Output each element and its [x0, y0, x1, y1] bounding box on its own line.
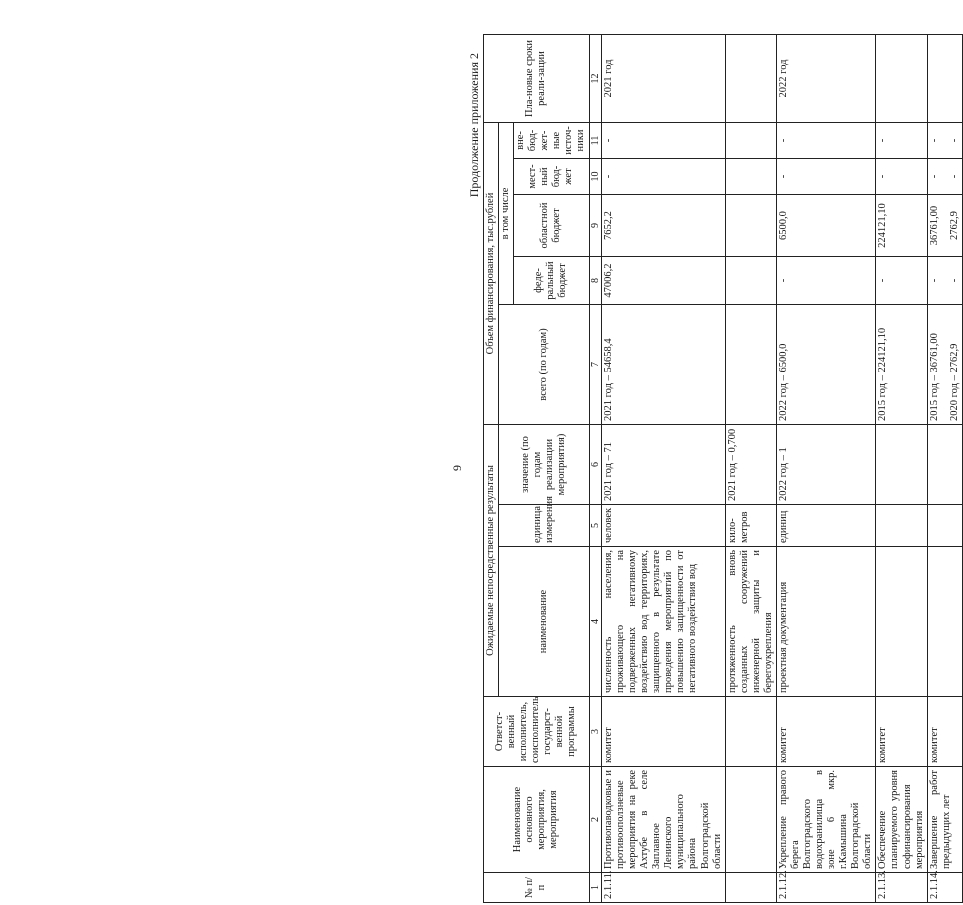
- funding-regional: 6500,0: [776, 195, 876, 257]
- row-terms: [927, 34, 962, 122]
- empty-cell: [725, 767, 776, 873]
- empty-cell: [725, 159, 776, 195]
- column-index-row: [589, 34, 602, 902]
- empty-cell: [725, 122, 776, 158]
- index-cell: 10: [589, 159, 602, 195]
- funding-total: 2022 год – 6500,0: [776, 305, 876, 425]
- funding-regional-2020: 2762,9: [948, 211, 960, 240]
- row-executor: комитет: [876, 697, 927, 767]
- empty-cell: [725, 305, 776, 425]
- table-row: [602, 34, 726, 902]
- program-table: [483, 34, 963, 903]
- empty-cell: [876, 547, 927, 697]
- funding-regional: 7652,2: [602, 195, 726, 257]
- funding-local-cell: [927, 159, 962, 195]
- result-unit: кило-метров: [725, 505, 776, 547]
- funding-regional: 224121,10: [876, 195, 927, 257]
- funding-extrabudget: -: [876, 122, 927, 158]
- funding-federal: -: [928, 278, 940, 283]
- empty-cell: [725, 257, 776, 305]
- funding-federal-cell: [927, 257, 962, 305]
- funding-local: -: [602, 159, 726, 195]
- row-executor: комитет: [927, 697, 962, 767]
- header-terms: Пла-новые сроки реали-зации: [484, 34, 590, 122]
- header-value: значение (по годам реализации мероприятия): [499, 425, 589, 505]
- empty-cell: [725, 697, 776, 767]
- header-funding: Объем финансирования, тыс.рублей: [484, 122, 499, 424]
- result-value: 2021 год – 0,700: [725, 425, 776, 505]
- row-number: 2.1.14.: [927, 873, 962, 903]
- header-name: Наименование основного мероприятия, мероприятия: [484, 767, 590, 873]
- funding-local: -: [876, 159, 927, 195]
- funding-total: 2015 год – 36761,00: [928, 333, 940, 421]
- empty-cell: [876, 425, 927, 505]
- header-local: мест-ный бюд-жет: [514, 159, 589, 195]
- empty-cell: [876, 505, 927, 547]
- funding-extrabudget: -: [928, 138, 940, 143]
- header-executor: Ответст-венный исполнитель, соисполнитель государст-венной программы: [484, 697, 590, 767]
- header-expected-results: Ожидаемые непосредственные результаты: [484, 425, 499, 697]
- index-cell: 9: [589, 195, 602, 257]
- index-cell: 7: [589, 305, 602, 425]
- index-cell: 8: [589, 257, 602, 305]
- header-result-name: наименование: [499, 547, 589, 697]
- row-terms: [876, 34, 927, 122]
- funding-regional: 36761,00: [928, 205, 940, 246]
- result-unit: человек: [602, 505, 726, 547]
- index-cell: 3: [589, 697, 602, 767]
- funding-federal: -: [876, 257, 927, 305]
- funding-local: -: [928, 174, 940, 179]
- index-cell: 6: [589, 425, 602, 505]
- index-cell: 1: [589, 873, 602, 903]
- funding-total: 2015 год – 224121,10: [876, 305, 927, 425]
- funding-total: 2021 год – 54658,4: [602, 305, 726, 425]
- index-cell: 11: [589, 122, 602, 158]
- rotated-page: [35, 33, 960, 903]
- row-executor: комитет: [776, 697, 876, 767]
- funding-extrabudget: -: [602, 122, 726, 158]
- table-row: [927, 34, 962, 902]
- empty-cell: [725, 873, 776, 903]
- result-unit: единиц: [776, 505, 876, 547]
- empty-cell: [725, 195, 776, 257]
- funding-extrabudget-cell: [927, 122, 962, 158]
- continuation-title: Продолжение приложения 2: [467, 53, 481, 198]
- header-regional: областной бюджет: [514, 195, 589, 257]
- empty-cell: [725, 34, 776, 122]
- index-cell: 2: [589, 767, 602, 873]
- funding-local: -: [776, 159, 876, 195]
- funding-extrabudget: -: [776, 122, 876, 158]
- table-row: [876, 34, 927, 902]
- empty-cell: [927, 505, 962, 547]
- row-name: Укрепление правого берега Волгоградского водохранилища в зоне 6 мкр. г.Камышина Волгоградской области: [776, 767, 876, 873]
- row-name: Обеспечение планируемого уровня софинансирования мероприятия: [876, 767, 927, 873]
- header-num: № п/п: [484, 873, 590, 903]
- funding-federal: 47006,2: [602, 257, 726, 305]
- index-cell: 12: [589, 34, 602, 122]
- row-number: 2.1.11.: [602, 873, 726, 903]
- row-number: 2.1.13.: [876, 873, 927, 903]
- result-name: численность населения, проживающего на подверженных негативному воздействию вод территориях, защищенного в результате проведения мероприятий по повышению защищенности от негативного воздействия вод: [602, 547, 726, 697]
- result-value: 2021 год – 71: [602, 425, 726, 505]
- row-name: Завершение работ предыдущих лет: [927, 767, 962, 873]
- table-row: [725, 34, 776, 902]
- result-name: проектная документация: [776, 547, 876, 697]
- header-unit: единица измерения: [499, 505, 589, 547]
- empty-cell: [927, 547, 962, 697]
- funding-local-2020: -: [948, 174, 960, 179]
- funding-federal: -: [776, 257, 876, 305]
- header-including: в том числе: [499, 122, 514, 304]
- row-executor: комитет: [602, 697, 726, 767]
- table-row: [776, 34, 876, 902]
- row-number: 2.1.12.: [776, 873, 876, 903]
- header-extrabudget: вне-бюд-жет-ные источ-ники: [514, 122, 589, 158]
- empty-cell: [927, 425, 962, 505]
- funding-extrabudget-2020: -: [948, 138, 960, 143]
- row-name: Противопаводковые и противооползневые мероприятия на реке Ахтубе в селе Заплавное Ленинского муниципального района Волгоградской области: [602, 767, 726, 873]
- result-name: протяженность вновь созданных сооружений инженерной защиты и берегоукрепления: [725, 547, 776, 697]
- header-federal: феде-ральный бюджет: [514, 257, 589, 305]
- row-terms: 2022 год: [776, 34, 876, 122]
- funding-federal-2020: -: [948, 278, 960, 283]
- funding-regional-cell: [927, 195, 962, 257]
- index-cell: 4: [589, 547, 602, 697]
- funding-total-cell: [927, 305, 962, 425]
- funding-total-2020: 2020 год – 2762,9: [948, 343, 960, 421]
- row-terms: 2021 год: [602, 34, 726, 122]
- page-number: 9: [450, 465, 464, 471]
- result-value: 2022 год – 1: [776, 425, 876, 505]
- index-cell: 5: [589, 505, 602, 547]
- header-total: всего (по годам): [499, 305, 589, 425]
